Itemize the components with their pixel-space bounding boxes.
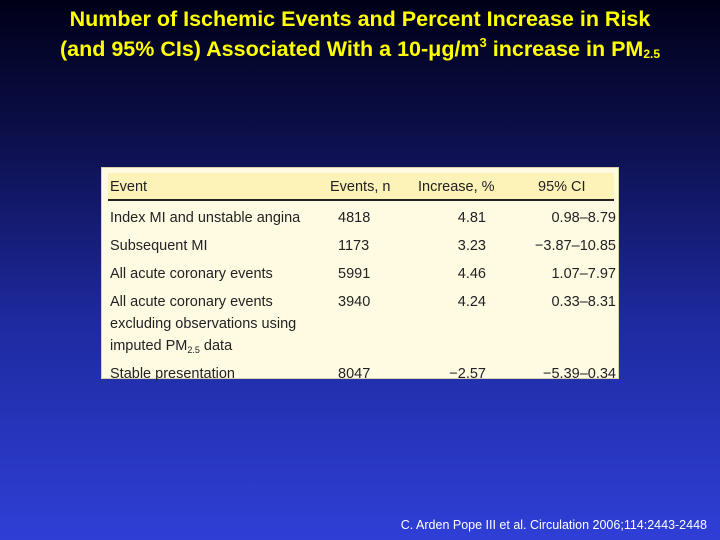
cell-events-n: 3940 bbox=[338, 294, 371, 310]
event-line: Stable presentation bbox=[110, 366, 235, 382]
table-inner bbox=[108, 173, 616, 382]
title-line-2 bbox=[0, 34, 720, 64]
cell-events-n: 8047 bbox=[338, 366, 371, 382]
cell-events-n: 4818 bbox=[338, 210, 371, 226]
cell-event bbox=[110, 365, 235, 387]
title-line-2-part2: g/m bbox=[441, 37, 480, 61]
cell-increase: 3.23 bbox=[457, 238, 486, 254]
cell-ci: −3.87–10.85 bbox=[534, 238, 616, 254]
title-mu: μ bbox=[428, 37, 442, 61]
event-text: imputed PM bbox=[110, 338, 188, 354]
cell-event bbox=[110, 237, 208, 259]
cell-ci: 0.98–8.79 bbox=[551, 210, 616, 226]
title-line-2-part1: (and 95% CIs) Associated With a 10- bbox=[59, 37, 429, 61]
slide-title bbox=[0, 4, 720, 64]
event-line: excluding observations using bbox=[110, 316, 297, 332]
event-line: Subsequent MI bbox=[110, 238, 208, 254]
cell-ci: −5.39–0.34 bbox=[543, 366, 616, 382]
header-event: Event bbox=[110, 179, 148, 195]
cell-increase: −2.57 bbox=[449, 366, 486, 382]
cell-event bbox=[110, 265, 273, 287]
cell-events-n: 1173 bbox=[338, 238, 370, 254]
header-increase: Increase, % bbox=[418, 179, 495, 195]
title-line-1: Number of Ischemic Events and Percent Increase in Risk bbox=[69, 7, 651, 31]
event-subscript: 2.5 bbox=[187, 345, 200, 355]
header-events-n: Events, n bbox=[330, 179, 391, 195]
title-superscript: 3 bbox=[479, 34, 487, 50]
cell-ci: 0.33–8.31 bbox=[551, 294, 616, 310]
cell-ci: 1.07–7.97 bbox=[551, 266, 616, 282]
table-header-row bbox=[108, 173, 614, 201]
cell-events-n: 5991 bbox=[338, 266, 371, 282]
title-subscript: 2.5 bbox=[643, 47, 661, 61]
cell-increase: 4.81 bbox=[457, 210, 486, 226]
event-line: All acute coronary events bbox=[110, 266, 273, 282]
event-line bbox=[110, 337, 296, 359]
event-line: Index MI and unstable angina bbox=[110, 210, 301, 226]
cell-event bbox=[110, 293, 296, 359]
title-line-2-part3: increase in PM bbox=[486, 37, 644, 61]
data-table bbox=[101, 167, 619, 382]
event-text: data bbox=[199, 338, 233, 354]
event-line: All acute coronary events bbox=[110, 294, 273, 310]
cell-event bbox=[110, 209, 300, 231]
cell-increase: 4.24 bbox=[457, 294, 486, 310]
header-ci: 95% CI bbox=[538, 179, 586, 195]
citation: C. Arden Pope III et al. Circulation 2006;114:2443-2448 bbox=[400, 518, 707, 532]
cell-increase: 4.46 bbox=[457, 266, 486, 282]
